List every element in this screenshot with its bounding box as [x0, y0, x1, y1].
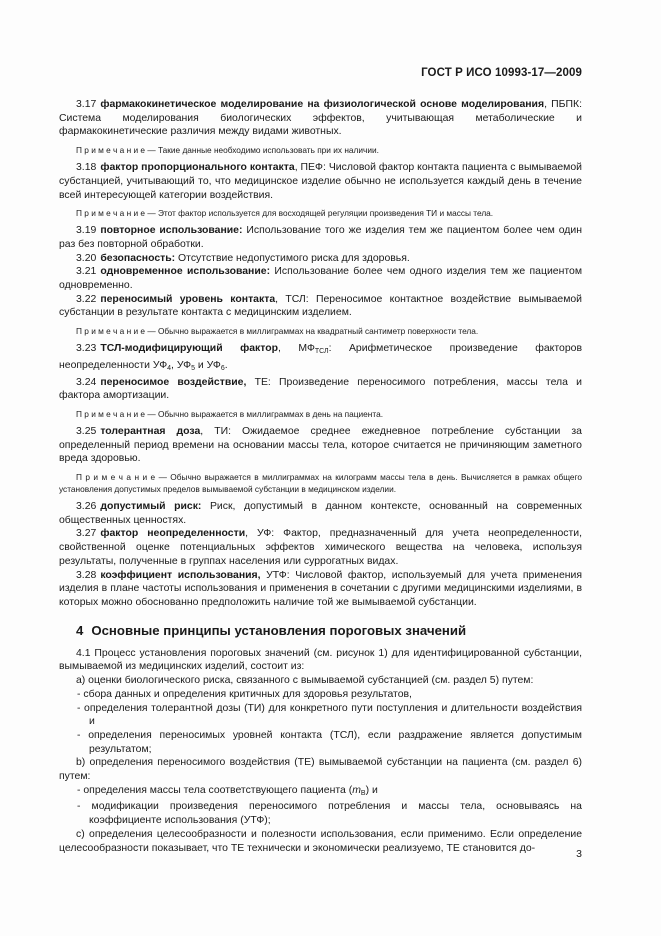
- definition-3-19: 3.19 повторное использование: Использование того же изделия тем же пациентом более чем один раз без повторной обработки.: [59, 225, 582, 250]
- list-item-a: a) оценки биологического риска, связанного с вымываемой субстанцией (см. раздел 5) путем:: [76, 675, 534, 687]
- section-heading: 4 Основные принципы установления пороговых значений: [76, 622, 467, 638]
- definition-3-23: 3.23 ТСЛ-модифицирующий фактор, $МФ_{ТСЛ}$: Арифметическое произведение факторов неопределенности $УФ_4$, $УФ_5$ и $УФ_6$.: [59, 343, 582, 372]
- page-number: 3: [576, 848, 582, 860]
- term: переносимое воздействие,: [100, 376, 247, 388]
- list-item-c: c) определения целесообразности и полезности использования, если применимо. Если определение целесообразности показывает, что ТЕ технически и экономически реализуемо, ТЕ становится до-: [59, 828, 582, 854]
- term: одновременное использование:: [100, 266, 271, 278]
- definition-3-21: 3.21 одновременное использование: Использование более чем одного изделия тем же пациентом одновременно.: [59, 266, 583, 292]
- definition-3-24: 3.24 переносимое воздействие, ТЕ: Произведение переносимого потребления, массы тела и фактора амортизации.: [59, 376, 582, 402]
- list-subitem: - сбора данных и определения критичных для здоровья результатов,: [77, 688, 412, 700]
- term: фармакокинетическое моделирование на физиологической основе моделирования: [100, 99, 545, 110]
- definition-3-22: 3.22 переносимый уровень контакта, ТСЛ: Переносимое контактное воздействие вымываемой субстанции в результате контакта с медицинским изделием.: [59, 293, 583, 319]
- list-item-b: b) определения переносимого воздействия (ТЕ) вымываемой субстанции на пациента (см. раздел 6) путем:: [59, 757, 582, 783]
- term: фактор неопределенности: [100, 528, 246, 540]
- note-3-18: П р и м е ч а н и е — Этот фактор используется для восходящей регуляции произведения ТИ и массы тела.: [76, 208, 494, 219]
- definition-3-27: 3.27 фактор неопределенности, УФ: Фактор, предназначенный для учета неопределенности, свойственной оценке потенциальных эффектов химического вещества на человека, используя результаты, полученные в группах населения или суррогатных видах.: [59, 528, 582, 567]
- note-3-17: П р и м е ч а н и е — Такие данные необходимо использовать при их наличии.: [76, 145, 379, 156]
- paragraph-4-1: 4.1 Процесс установления пороговых значений (см. рисунок 1) для идентифицированной субстанции, вымываемой из медицинских изделий, состоит из:: [59, 647, 582, 673]
- list-subitem: - определения переносимых уровней контакта (ТСЛ), если раздражение является допустимым результатом;: [77, 729, 582, 755]
- list-subitem: - модификации произведения переносимого потребления и массы тела, основываясь на коэффициенте использования (УТФ);: [77, 801, 582, 827]
- term: повторное использование:: [100, 225, 243, 237]
- term: фактор пропорционального контакта: [100, 162, 295, 174]
- definition-3-26: 3.26 допустимый риск: Риск, допустимый в данном контексте, основанный на современных общественных ценностях.: [59, 501, 582, 526]
- page-content: [59, 98, 582, 855]
- note-3-22: П р и м е ч а н и е — Обычно выражается в миллиграммах на квадратный сантиметр поверхности тела.: [76, 326, 479, 337]
- term: переносимый уровень контакта: [100, 293, 276, 305]
- definition-3-20: 3.20 безопасность: Отсутствие недопустимого риска для здоровья.: [76, 252, 410, 264]
- definition-3-25: 3.25 толерантная доза, ТИ: Ожидаемое среднее ежедневное потребление субстанции за определенный период времени на основании массы тела, которое считается не причиняющим заметного вреда здоровью.: [59, 425, 582, 465]
- list-subitem: - определения массы тела соответствующего пациента $(m_B)$ и: [77, 784, 378, 797]
- term: толерантная доза: [100, 425, 201, 437]
- term: ТСЛ-модифицирующий фактор: [100, 343, 278, 355]
- term: коэффициент использования,: [100, 569, 261, 581]
- term: допустимый риск:: [100, 501, 202, 513]
- definition-3-28: 3.28 коэффициент использования, УТФ: Числовой фактор, используемый для учета применения изделия в плане частоты использования и применения в сочетании с другими медицинскими изделиями, в которых можно обоснованно предположить наличие той же вымываемой субстанции.: [59, 569, 582, 608]
- list-subitem: - определения толерантной дозы (ТИ) для конкретного пути поступления и длительности воздействия и: [77, 702, 582, 728]
- definition-3-17: 3.17 фармакокинетическое моделирование на физиологической основе моделирования, ПБПК: Система моделирования биологических эффектов, учитывающая метаболические и фармакокинетические различия между видами животных.: [59, 99, 583, 138]
- standard-header: ГОСТ Р ИСО 10993-17—2009: [421, 67, 582, 79]
- note-3-24: П р и м е ч а н и е — Обычно выражается в миллиграммах в день на пациента.: [76, 408, 383, 419]
- definition-3-18: 3.18 фактор пропорционального контакта, ПЕФ: Числовой фактор контакта пациента с вымываемой субстанцией, учитывающий то, что медицинское изделие обычно не используется каждый день в течение всей интересующей категории воздействия.: [59, 162, 582, 201]
- note-3-25: П р и м е ч а н и е — Обычно выражается в миллиграммах на килограмм массы тела в день. Вычисляется в рамках общего установления допустимых пределов вымываемой субстанции в медицинском изделии.: [59, 472, 582, 495]
- term: безопасность:: [100, 252, 176, 264]
